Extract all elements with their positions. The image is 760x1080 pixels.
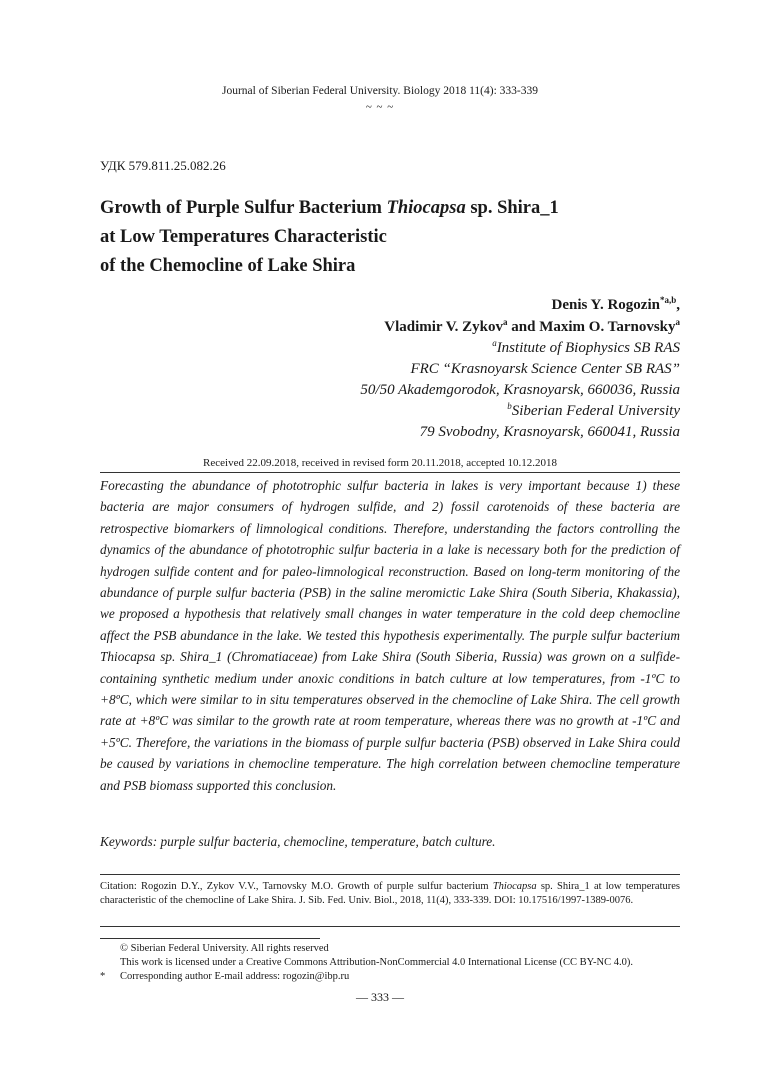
footnote-rule <box>100 938 320 939</box>
affiliation-line: FRC “Krasnoyarsk Science Center SB RAS” <box>410 361 680 377</box>
corresponding-author-note: Corresponding author E-mail address: rogozin@ibp.ru <box>120 971 350 982</box>
citation <box>100 880 680 908</box>
title-text: sp. Shira_1 <box>465 198 559 218</box>
affiliation-text: Siberian Federal University <box>511 403 680 419</box>
author-line-2 <box>384 316 680 338</box>
affiliation-line <box>360 338 680 359</box>
author-name: Denis Y. Rogozin <box>551 297 660 313</box>
abstract: Forecasting the abundance of phototrophic sulfur bacteria in lakes is very important because 1) these bacteria are major consumers of hydrogen sulfide, and 2) fossil carotenoids of these bacteria are retrospective biomarkers of limnological conditions. Therefore, understanding the factors controlling the dynamics of the abundance of phototrophic sulfur bacteria in a lake is necessary both for the prediction of hydrogen sulfide content and for paleo-limnological reconstruction. Based on long-term monitoring of the abundance of purple sulfur bacteria (PSB) in the saline meromictic Lake Shira (South Siberia, Khakassia), we proposed a hypothesis that relatively small changes in water temperature in the cold deep chemocline affect the PSB abundance in the lake. We tested this hypothesis experimentally. The purple sulfur bacterium Thiocapsa sp. Shira_1 (Chromatiaceae) from Lake Shira (South Siberia, Russia) was grown on a sulfide-containing synthetic medium under anoxic conditions in batch culture at low temperatures, from -1ºC to +8ºC, which were similar to in situ temperatures observed in the chemocline of Lake Shira. The cell growth rate at +8ºC was similar to the growth rate at room temperature, whereas there was no growth at -1ºC and +5ºC. Therefore, the variations in the biomass of purple sulfur bacteria (PSB) observed in Lake Shira could be caused by variations in chemocline temperature. The high correlation between chemocline temperature and PSB biomass supported this conclusion. <box>100 478 680 793</box>
title-line-1 <box>100 194 660 223</box>
udk-code: УДК 579.811.25.082.26 <box>100 158 226 173</box>
footnotes <box>100 942 690 984</box>
header-ornament: ~ ~ ~ <box>365 101 395 113</box>
footnote-asterisk: * <box>100 971 106 982</box>
affiliation-text: Institute of Biophysics SB RAS <box>496 340 680 356</box>
page-number: — 333 — <box>356 990 404 1004</box>
title-line-3: of the Chemocline of Lake Shira <box>100 256 356 276</box>
citation-bottom-rule <box>100 926 680 927</box>
title-genus: Thiocapsa <box>386 198 466 218</box>
citation-genus: Thiocapsa <box>492 881 537 892</box>
author-line-1 <box>384 294 680 316</box>
author-superscript: *a,b <box>659 295 677 305</box>
journal-header: Journal of Siberian Federal University. Biology 2018 11(4): 333-339 <box>222 85 538 97</box>
citation-text: Citation: Rogozin D.Y., Zykov V.V., Tarnovsky M.O. Growth of purple sulfur bacterium <box>100 881 493 892</box>
received-dates: Received 22.09.2018, received in revised form 20.11.2018, accepted 10.12.2018 <box>203 457 557 469</box>
citation-top-rule <box>100 874 680 875</box>
keywords: Keywords: purple sulfur bacteria, chemocline, temperature, batch culture. <box>100 834 496 849</box>
footnote <box>100 956 690 970</box>
author-name: Vladimir V. Zykov <box>384 319 504 335</box>
affiliation-line <box>360 401 680 422</box>
affiliations <box>360 338 680 443</box>
author-superscript: a <box>675 317 680 327</box>
citation-text: sp. Shira_1 at low temperatures characteristic of the chemocline of Lake Shira. J. Sib. Fed. Univ. Biol., 2018, 11(4), 333-339. DOI: 10.17516/1997-1389-0076. <box>100 881 680 906</box>
author-separator: and <box>507 319 540 335</box>
affiliation-superscript: b <box>507 401 512 411</box>
title-line-2: at Low Temperatures Characteristic <box>100 227 387 247</box>
copyright-note: © Siberian Federal University. All rights reserved <box>120 943 329 954</box>
author-name: Maxim O. Tarnovsky <box>539 319 676 335</box>
footnote <box>100 942 690 956</box>
affiliation-superscript: a <box>492 338 497 348</box>
paper-title <box>100 194 660 281</box>
title-text: Growth of Purple Sulfur Bacterium <box>100 198 387 218</box>
author-superscript: a <box>503 317 508 327</box>
author-separator: , <box>676 297 680 313</box>
abstract-top-rule <box>100 472 680 473</box>
license-note: This work is licensed under a Creative Commons Attribution-NonCommercial 4.0 International License (CC BY-NC 4.0). <box>120 957 633 968</box>
footnote <box>100 970 690 984</box>
author-list <box>384 294 680 338</box>
affiliation-line: 79 Svobodny, Krasnoyarsk, 660041, Russia <box>419 424 680 440</box>
affiliation-line: 50/50 Akademgorodok, Krasnoyarsk, 660036, Russia <box>360 382 680 398</box>
